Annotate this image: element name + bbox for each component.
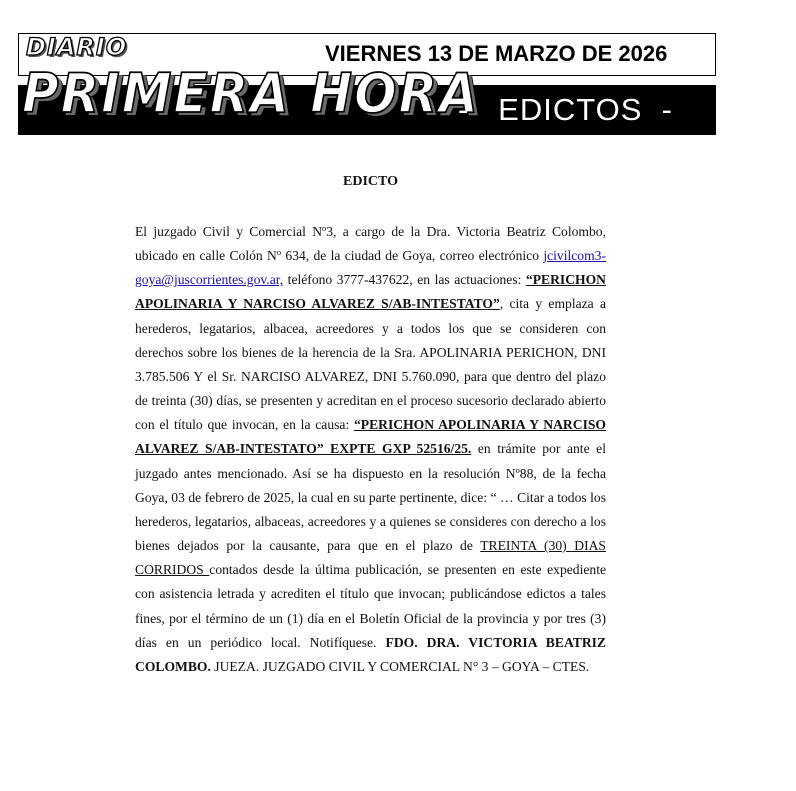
notice-text: en trámite por ante el juzgado antes mencionado. Así se ha dispuesto en la resolución Nº88, de la fecha Goya, 03 de febrero de 2025, la cual en su parte pertinente, dice: “ … Citar a todos los herederos, legatarios, albaceas, acreedores y a quienes se consideres con derecho a los bienes dejados por la causante, para que en el plazo de	[135, 441, 606, 554]
notice-text: El juzgado Civil y Comercial Nº3, a cargo de la Dra. Victoria Beatriz Colombo, ubicado en calle Colón Nº 634, de la ciudad de Goya, correo electrónico	[135, 224, 606, 264]
notice-text: , cita y emplaza a herederos, legatarios, albacea, acreedores y a todos los que se consideren con derechos sobre los bienes de la herencia de la Sra. APOLINARIA PERICHON, DNI 3.785.506 Y el Sr. NARCISO ALVAREZ, DNI 5.760.090, para que dentro del plazo de treinta (30) días, se presenten y acreditan en el proceso sucesorio declarado abierto con el título que invocan, en la causa:	[135, 296, 606, 433]
judge-signature: FDO. DRA. VICTORIA BEATRIZ COLOMBO.	[135, 634, 606, 674]
brand-logo-primera-hora: PRIMERA HORA	[22, 62, 480, 125]
case-name-file: “PERICHON APOLINARIA Y NARCISO ALVAREZ S/AB-INTESTATO” EXPTE GXP 52516/25.	[135, 417, 606, 457]
issue-date: VIERNES 13 DE MARZO DE 2026	[325, 41, 668, 66]
notice-title: EDICTO	[343, 174, 398, 189]
notice-term: TREINTA (30) DIAS CORRIDOS	[135, 538, 606, 578]
notice-text: contados desde la última publicación, se presenten en este expediente con asistencia letrada y acrediten el título que invocan; publicándose edictos a tales fines, por el término de un (1) día en el Boletín Oficial de la provincia y por tres (3) días en un periódico local. Notifíquese.	[135, 562, 606, 650]
notice-body	[135, 220, 606, 679]
brand-logo-diario: DIARIO	[26, 33, 128, 61]
notice-text: teléfono 3777-437622, en las actuaciones:	[283, 272, 526, 288]
case-name: “PERICHON APOLINARIA Y NARCISO ALVAREZ S/AB-INTESTATO”	[135, 272, 606, 312]
court-email-link[interactable]: jcivilcom3-goya@juscorrientes.gov.ar,	[135, 248, 606, 288]
masthead	[18, 33, 716, 135]
section-title: - EDICTOS -	[458, 92, 673, 127]
notice-text: JUEZA. JUZGADO CIVIL Y COMERCIAL N° 3 – GOYA – CTES.	[210, 658, 590, 674]
